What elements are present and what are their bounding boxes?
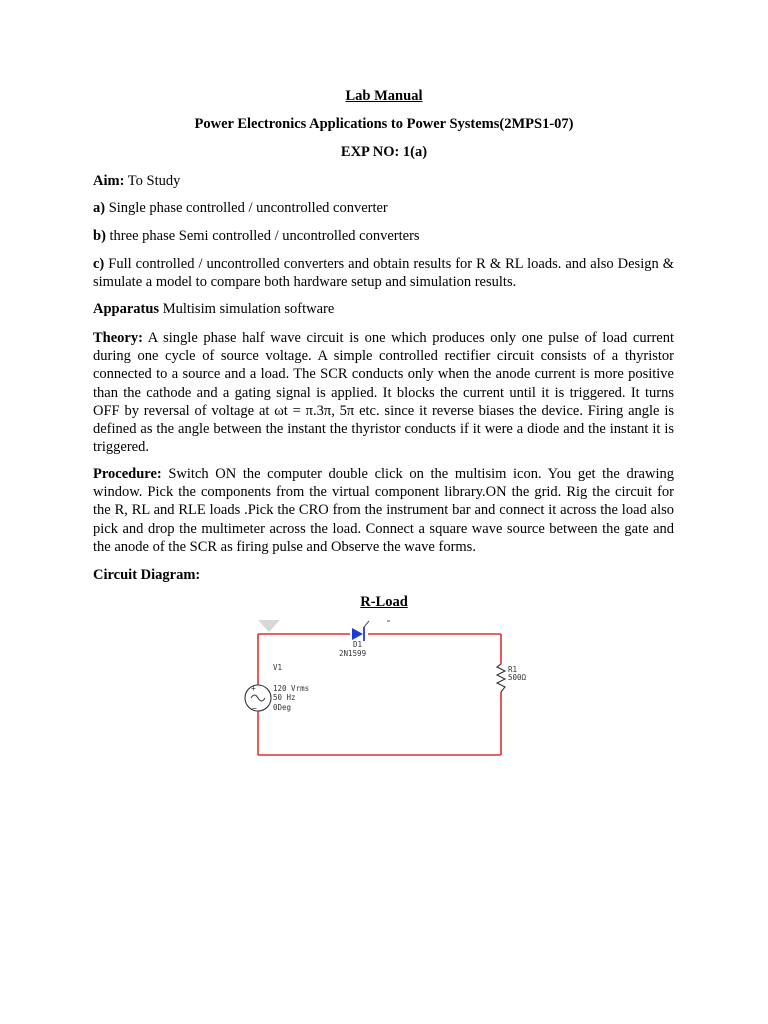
svg-text:−: − [252,704,257,713]
aim-item-text: Single phase controlled / uncontrolled converter [108,200,388,216]
source-phase: 0Deg [273,703,292,712]
document-title: Lab Manual [345,88,423,104]
aim-item-label: a) [93,200,106,216]
theory-label: Theory: [93,330,143,346]
apparatus-line [93,301,334,318]
diode-part: 2N1599 [339,649,367,658]
aim-item-b [93,228,420,245]
source-frequency: 50 Hz [273,693,296,702]
apparatus-label: Apparatus [93,301,160,317]
circuit-diagram [232,614,527,764]
resistor-name: R1 [508,665,518,674]
resistor-value: 500Ω [508,673,527,682]
procedure-paragraph [93,465,674,556]
aim-item-label: b) [93,228,106,244]
source-voltage: 120 Vrms [273,684,310,693]
aim-item-text: Full controlled / uncontrolled converters and obtain results for R & RL loads. and also Design & simulate a model to compare both hardware setup and simulation results. [93,256,675,291]
aim-item-c [93,255,674,291]
resistor-r1 [497,664,505,692]
procedure-text: Switch ON the computer double click on the multisim icon. You get the drawing window. Pick the components from the virtual component library.ON the grid. Rig the circuit for the R, RL and RLE loads .Pick the CRO from the instrument bar and connect it across the load also pick and drop the multimeter across the load. Connect a square wave source between the gate and the anode of the SCR as firing pulse and Observe the wave forms. [93,466,674,555]
theory-text: A single phase half wave circuit is one which produces only one pulse of load current during one cycle of source voltage. A simple controlled rectifier circuit consists of a thyristor connected to a source and a load. The SCR conducts only when the anode current is more positive than the cathode and a gating signal is applied. It blocks the current until it is triggered. It turns OFF by reversal of voltage at ωt = π.3π, 5π etc. since it reverse biases the device. Firing angle is defined as the angle between the instant the thyristor conducts if it were a diode and the instant it is triggered. [93,330,674,456]
source-name: V1 [273,663,283,672]
aim-line [93,173,180,190]
theory-paragraph [93,329,674,456]
diode-name: D1 [353,640,363,649]
procedure-label: Procedure: [93,466,162,482]
r-load-subtitle: R-Load [360,594,408,610]
ac-source-icon [245,684,271,713]
aim-label: Aim: [93,173,125,189]
experiment-number: EXP NO: 1(a) [340,144,428,160]
aim-item-a [93,200,388,217]
aim-text: To Study [127,173,181,189]
circuit-diagram-heading-line [93,567,200,584]
course-title: Power Electronics Applications to Power Systems(2MPS1-07) [194,116,574,132]
svg-text:+: + [251,684,256,693]
aim-item-text: three phase Semi controlled / uncontrolled converters [109,228,420,244]
ground-marker [258,620,280,632]
apparatus-text: Multisim simulation software [162,301,335,317]
circuit-diagram-heading: Circuit Diagram: [93,567,201,583]
aim-item-label: c) [93,256,105,272]
thyristor-d1 [352,621,390,641]
